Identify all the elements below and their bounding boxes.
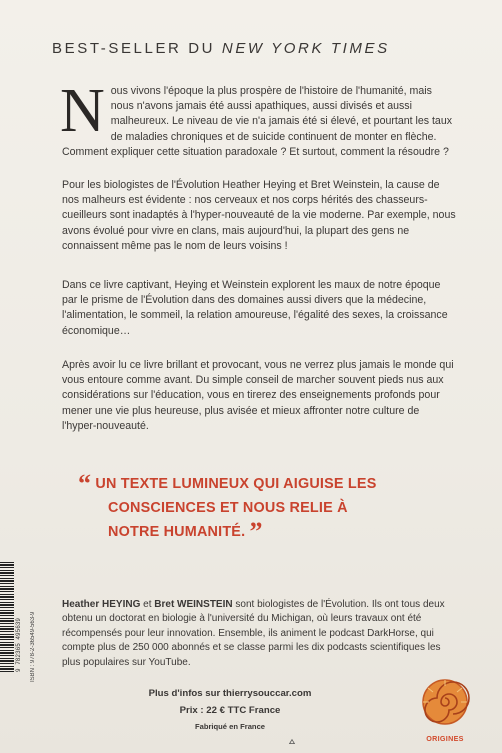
price-label: Prix : 22 € TTC France [179,705,281,716]
quote-line-1: UN TEXTE LUMINEUX QUI AIGUISE LES [95,476,377,492]
barcode-bars [0,562,14,672]
bio-connector: et [140,599,155,610]
bestseller-header [52,40,472,57]
bio-text: sont biologistes de l'Évolution. Ils ont tous deux obtenu un doctorat en biologie à l'université du Michigan, où leurs travaux ont été récompensés pour leur innovation. Ensemble, ils animent le podcast DarkHorse, qui compte plus de 250 000 abonnés et se classe parmi les dix podcasts scientifiques les plus populaires sur YouTube. [62,599,445,668]
barcode-digits: 9 782365 495639 [15,617,22,672]
paragraph-conclusion: Après avoir lu ce livre brillant et provocant, vous ne verrez plus jamais le monde qui vous entoure comme avant. Du simple conseil de marcher souvent pieds nus aux considérations sur l'éducation, vous en tirerez des enseignements profonds pour mener une vie plus heureuse, plus avisée et mieux affronter notre culture de l'hyper-nouveauté. [62,359,454,432]
paragraph-intro-text: ous vivons l'époque la plus prospère de l'histoire de l'humanité, mais nous n'avons jamais été aussi apathiques, aussi divisés et aussi malheureux. Le niveau de vie n'a jamais été si élevé, et pourtant les taux de maladies chroniques et de suicide continuent de monter en flèche. Comment expliquer cette situation paradoxale ? Et surtout, comment la résoudre ? [62,85,453,158]
recycle-icon [288,738,296,746]
quote-line-2: CONSCIENCES ET NOUS RELIE À [108,500,348,516]
drop-cap: N [60,77,105,145]
isbn-label: ISBN : 978-2-36549-563-9 [30,611,36,682]
author-bio [62,598,454,670]
author-1-name: Heather HEYING [62,599,141,610]
quote-close-mark: ” [249,517,263,546]
publisher-footer [130,688,330,731]
quote-line-3: NOTRE HUMANITÉ. [108,524,246,540]
quote-open-mark: “ [78,469,92,498]
publisher-logo [416,672,474,742]
author-2-name: Bret WEINSTEIN [154,599,233,610]
publisher-logo-label: ORIGINES [426,734,464,743]
header-prefix: BEST-SELLER DU [52,40,222,57]
website-link[interactable]: Plus d'infos sur thierrysouccar.com [148,688,312,699]
paragraph-cause: Pour les biologistes de l'Évolution Heather Heying et Bret Weinstein, la cause de nos malheurs est évidente : nos cerveaux et nos corps hérités des chasseurs-cueilleurs sont inadaptés à l'hyper-nouveauté de la vie moderne. Par exemple, nous avons évolué pour vivre en clans, mais aujourd'hui, la plupart des gens ne connaissent même pas le nom de leurs voisins ! [62,179,456,252]
barcode [0,562,26,672]
paragraph-intro [60,77,456,160]
made-in-label: Fabriqué en France [194,722,266,731]
spiral-shell-icon [416,672,474,732]
paragraph-topics: Dans ce livre captivant, Heying et Weinstein explorent les maux de notre époque par le prisme de l'Évolution dans des domaines aussi divers que la médecine, l'alimentation, le sommeil, la relation amoureuse, l'égalité des sexes, la croissance économique… [62,279,448,337]
pull-quote [78,469,458,546]
header-newspaper: NEW YORK TIMES [221,40,390,57]
